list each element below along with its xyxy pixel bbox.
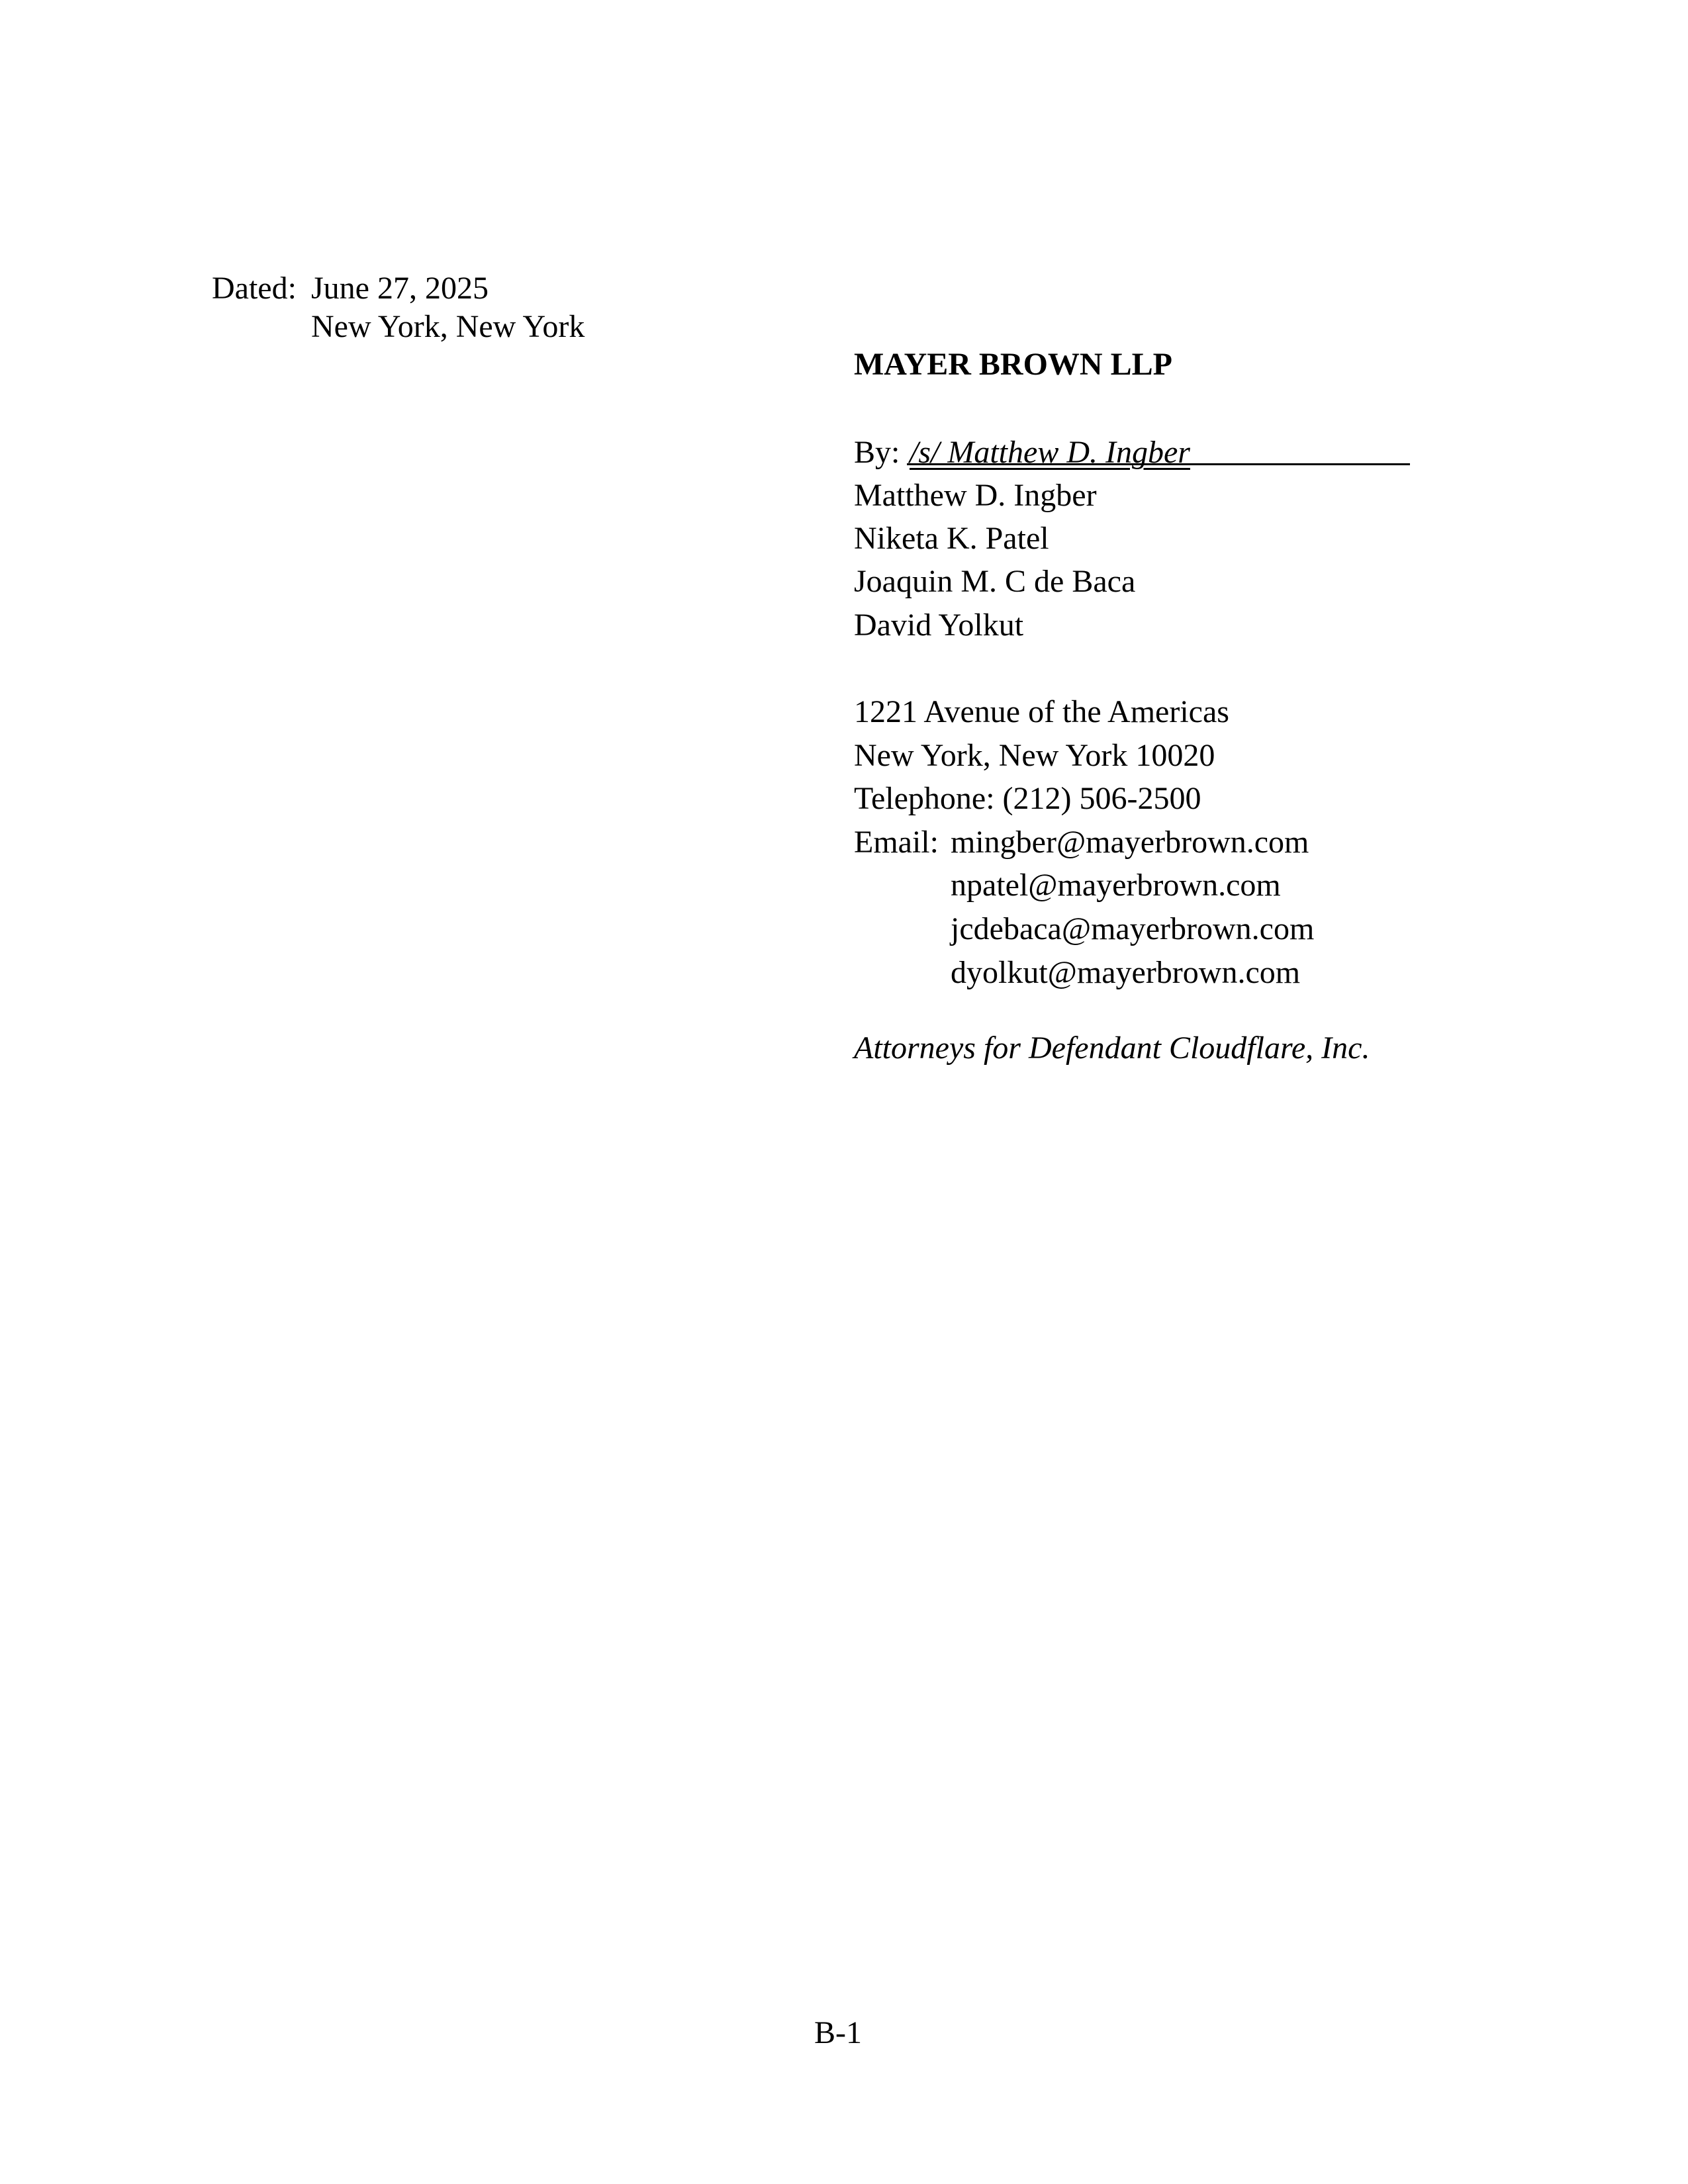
email-label: Email: bbox=[854, 825, 939, 860]
street-address: 1221 Avenue of the Americas bbox=[854, 694, 1229, 729]
email-address: jcdebaca@mayerbrown.com bbox=[951, 911, 1315, 946]
by-label: By: bbox=[854, 435, 900, 470]
attorney-name: Joaquin M. C de Baca bbox=[854, 564, 1136, 599]
dated-place: New York, New York bbox=[311, 309, 585, 344]
firm-name: MAYER BROWN LLP bbox=[854, 347, 1172, 382]
email-address: mingber@mayerbrown.com bbox=[951, 825, 1309, 860]
attorney-name: Niketa K. Patel bbox=[854, 521, 1049, 556]
dated-label: Dated: bbox=[212, 271, 297, 306]
dated-date: June 27, 2025 bbox=[311, 271, 489, 306]
page-number: B-1 bbox=[814, 2015, 862, 2050]
attorney-name: David Yolkut bbox=[854, 608, 1024, 643]
telephone: Telephone: (212) 506-2500 bbox=[854, 781, 1201, 816]
city-address: New York, New York 10020 bbox=[854, 738, 1215, 773]
signature-text: /s/ Matthew D. Ingber bbox=[910, 435, 1190, 470]
email-address: npatel@mayerbrown.com bbox=[951, 868, 1281, 903]
attorney-name: Matthew D. Ingber bbox=[854, 478, 1097, 513]
email-address: dyolkut@mayerbrown.com bbox=[951, 955, 1301, 990]
attorney-role: Attorneys for Defendant Cloudflare, Inc. bbox=[854, 1030, 1370, 1066]
signature-line bbox=[907, 463, 1410, 465]
